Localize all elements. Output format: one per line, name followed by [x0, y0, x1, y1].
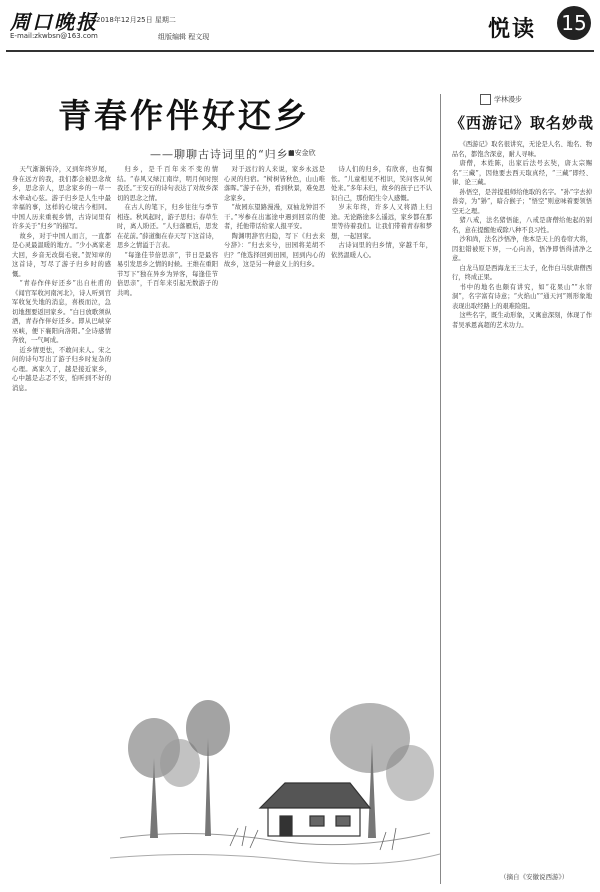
farmhouse	[260, 783, 370, 836]
sidebar-title: 《西游记》取名妙哉	[450, 114, 595, 132]
section-title: 悦读	[488, 16, 537, 42]
sidebar-paragraph: 孙悟空，是菩提祖师给他取的名字。“孙”字去掉兽旁，为“狲”，暗合猴子；“悟空”则意味着要领悟空无之理。	[452, 188, 592, 215]
article-paragraph: 故乡，对于中国人而言，一直都是心灵最温暖的地方。“少小离家老大回，乡音无改鬓毛衰。”贺知章的这首诗，写尽了游子归乡时的感慨。	[12, 232, 111, 278]
masthead-editors: 组版编辑 程文现	[158, 33, 210, 41]
article-subtitle: ——聊聊古诗词里的“归乡”	[150, 148, 296, 161]
article-author: ■安金欣	[288, 149, 316, 157]
article-title: 青春作伴好还乡	[58, 96, 310, 135]
article-column-2	[117, 165, 218, 585]
article-column-4	[331, 165, 432, 585]
article-paragraph: 在古人的笔下，归乡往往与季节相连。秋风起时，游子思归；春草生时，离人盼还。“人归落雁后，思发在花前。”薛道衡在春天写下这首诗，思乡之情溢于言表。	[117, 204, 218, 249]
sidebar-paragraph: 《西游记》取名很讲究，无论是人名、地名、物品名，都饱含深意，耐人寻味。	[452, 141, 592, 158]
article-paragraph: “故园东望路漫漫，双袖龙钟泪不干。”岑参在出塞途中遇到回京的使者，托他带话给家人报平安。	[224, 204, 325, 230]
masthead-date: 2018年12月25日 星期二	[96, 16, 176, 24]
article-column-3	[224, 165, 325, 585]
article-column-1	[12, 165, 111, 883]
column-divider	[440, 94, 441, 884]
sidebar-tag-label: 学林漫步	[494, 95, 522, 104]
sidebar-paragraph: 沙和尚，法名沙悟净，他本是天上的卷帘大将，因犯错被贬下界，一心向善，悟净即悟得清净之意。	[452, 236, 592, 262]
article-paragraph: “每逢佳节倍思亲”，节日是最容易引发思乡之情的时候。王维在重阳节写下“独在异乡为异客，每逢佳节倍思亲”，千百年来引起无数游子的共鸣。	[117, 251, 218, 297]
article-paragraph: “青春作伴好还乡”出自杜甫的《闻官军收河南河北》，诗人听到官军收复失地的消息，喜极而泣，急切地想要返回家乡。“白日放歌须纵酒，青春作伴好还乡。即从巴峡穿巫峡，便下襄阳向洛阳。”全诗感情奔放，一气呵成。	[12, 280, 111, 344]
article-paragraph: 陶渊明辞官归隐，写下《归去来兮辞》：“归去来兮，田园将芜胡不归？”他选择回到田园，回到内心的故乡，这是另一种意义上的归乡。	[224, 232, 325, 268]
article-paragraph: 归乡，是千百年来不变的情结。“春风又绿江南岸，明月何时照我还。”王安石的诗句表达了对故乡深切的思念之情。	[117, 166, 218, 202]
sidebar-paragraph: 书中的地名也颇有讲究，如“花果山”“水帘洞”，名字富有诗意；“火焰山”“通天河”则形象地表现出取经路上的艰难险阻。	[452, 283, 592, 310]
sidebar-source: （摘自《安徽说西游》）	[500, 873, 569, 881]
article-paragraph: 古诗词里的归乡情，穿越千年，依然温暖人心。	[331, 242, 432, 259]
sidebar-body	[452, 140, 592, 870]
ink-landscape-painting	[110, 588, 440, 886]
masthead-divider	[6, 50, 594, 52]
page-number-badge: 15	[557, 6, 591, 40]
sidebar-paragraph: 猪八戒，法名猪悟能，八戒是唐僧给他起的别名，意在提醒他戒除八种不良习性。	[452, 217, 592, 234]
article-paragraph: 对于远行的人来说，家乡永远是心灵的归宿。“树树皆秋色，山山唯落晖。”游子在外，看到秋景，难免思念家乡。	[224, 166, 325, 202]
sidebar-paragraph: 白龙马原是西海龙王三太子，化作白马驮唐僧西行，终成正果。	[452, 264, 592, 281]
article-paragraph: 岁末年终，许多人又将踏上归途。无论路途多么遥远，家乡都在那里等待着我们。让我们带着青春和梦想，一起回家。	[331, 204, 432, 240]
article-paragraph: 诗人们的归乡，有欣喜，也有惆怅。“儿童相见不相识，笑问客从何处来。”多年未归，故乡的孩子已不认识自己，那份陌生令人感慨。	[331, 166, 432, 202]
masthead-email: E-mail:zkwbsn@163.com	[10, 32, 98, 40]
sidebar-tag	[480, 94, 522, 105]
article-paragraph: 天气渐渐转冷，又到年终岁尾，身在远方的我，我们都会被思念故乡，思念亲人，思念家乡的一草一木牵动心弦。游子归乡是人生中最幸福的事，这样的心境古今相同。中国人历来重视乡情，古诗词里有许多关于“归乡”的描写。	[12, 166, 111, 230]
sidebar-paragraph: 唐僧，本姓陈，出家后法号玄奘，唐太宗赐名“三藏”，因他要去西天取真经，“三藏”即经、律、论三藏。	[452, 160, 592, 186]
tag-box-icon	[480, 94, 491, 105]
newspaper-logo: 周口晚报	[10, 10, 98, 34]
article-paragraph: 近乡情更怯，不敢问来人。宋之问的诗句写出了游子归乡时复杂的心理。离家久了，越是接近家乡，心中越是忐忑不安，怕听到不好的消息。	[12, 346, 111, 392]
masthead	[6, 6, 594, 46]
sidebar-paragraph: 这些名字，既生动形象，又寓意深刻，体现了作者吴承恩高超的艺术功力。	[452, 312, 592, 329]
